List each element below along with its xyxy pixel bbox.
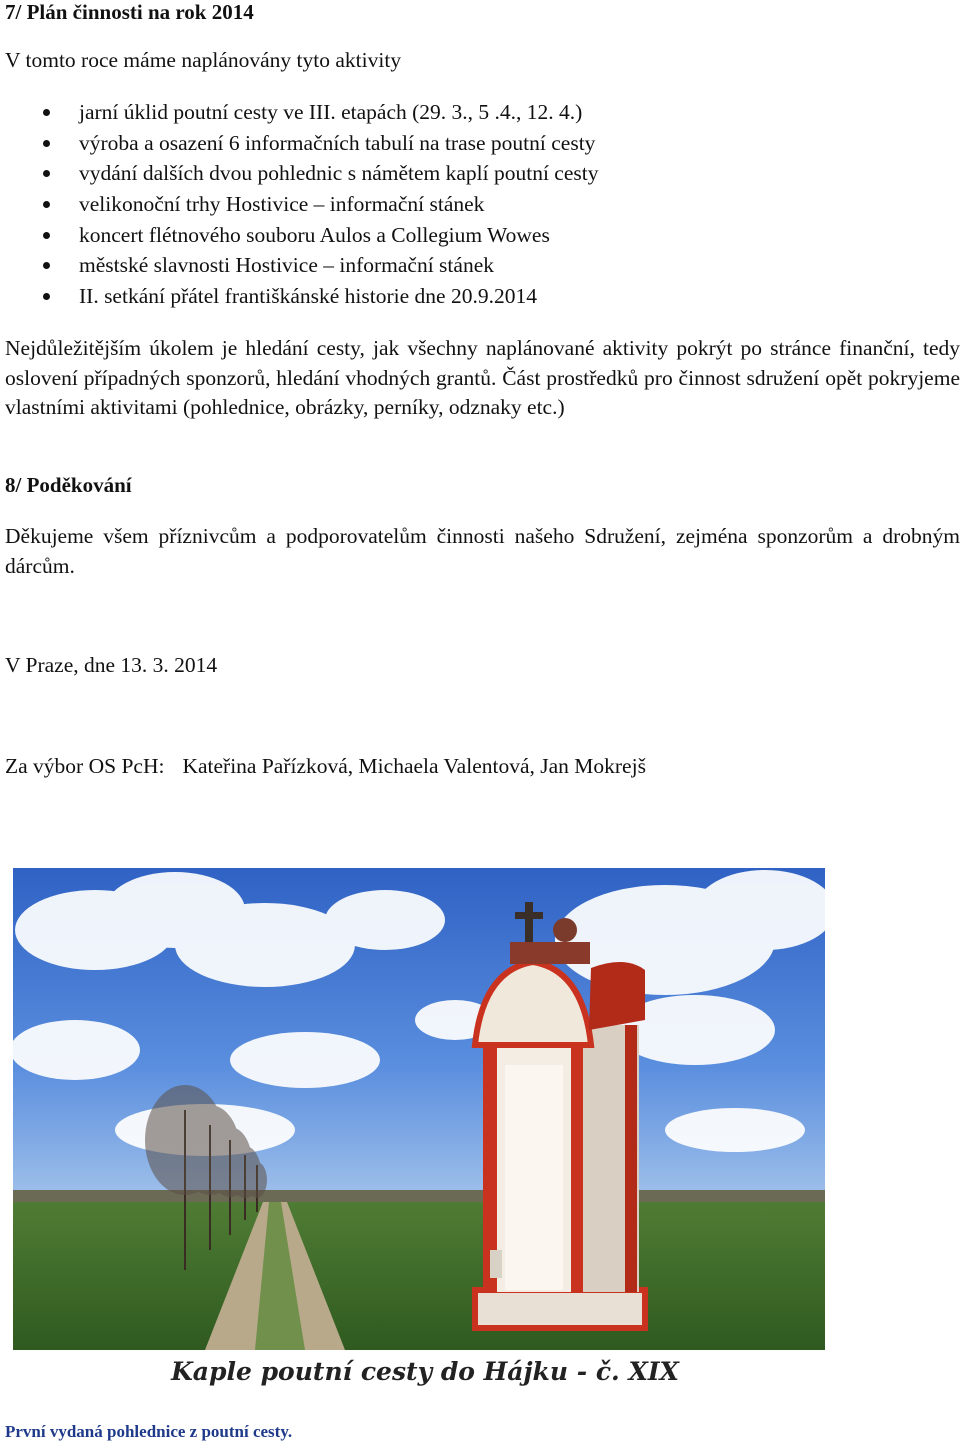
signature-label: Za výbor OS PcH: <box>5 754 165 778</box>
bullet-icon <box>43 140 50 147</box>
postcard-inscription: Kaple poutní cesty do Hájku - č. XIX <box>171 1357 679 1386</box>
signature-names: Kateřina Pařízková, Michaela Valentová, Jan Mokrejš <box>182 754 646 778</box>
bullet-icon <box>43 293 50 300</box>
list-item: vydání dalších dvou pohlednic s námětem kaplí poutní cesty <box>0 158 760 189</box>
bullet-icon <box>43 170 50 177</box>
postcard-photo <box>5 850 845 1400</box>
list-item: koncert flétnového souboru Aulos a Collegium Wowes <box>0 220 760 251</box>
list-item: II. setkání přátel františkánské historie dne 20.9.2014 <box>0 281 760 312</box>
section-7-paragraph: Nejdůležitějším úkolem je hledání cesty, jak všechny naplánované aktivity pokrýt po stránce finanční, tedy oslovení případných sponzorů, hledání vhodných grantů. Část prostředků pro činnost sdružení opět pokryjeme vlastními aktivitami (pohlednice, obrázky, perníky, odznaky etc.) <box>5 336 960 419</box>
place-date: V Praze, dne 13. 3. 2014 <box>5 653 218 677</box>
chapel-landscape-image <box>5 850 845 1400</box>
bullet-icon <box>43 109 50 116</box>
signature-line <box>5 752 646 782</box>
bullet-icon <box>43 201 50 208</box>
activities-list <box>0 97 760 312</box>
bullet-icon <box>43 262 50 269</box>
section-8-heading: 8/ Poděkování <box>5 473 132 497</box>
list-item: velikonoční trhy Hostivice – informační stánek <box>0 189 760 220</box>
section-7-intro: V tomto roce máme naplánovány tyto aktivity <box>5 48 402 72</box>
section-8-paragraph: Děkujeme všem příznivcům a podporovatelům činnosti našeho Sdružení, zejména sponzorům a drobným dárcům. <box>5 524 960 578</box>
list-item: výroba a osazení 6 informačních tabulí na trase poutní cesty <box>0 128 760 159</box>
section-7-heading: 7/ Plán činnosti na rok 2014 <box>5 0 254 24</box>
bullet-icon <box>43 232 50 239</box>
photo-caption: První vydaná pohlednice z poutní cesty. <box>5 1422 293 1441</box>
list-item: městské slavnosti Hostivice – informační stánek <box>0 250 760 281</box>
list-item: jarní úklid poutní cesty ve III. etapách (29. 3., 5 .4., 12. 4.) <box>0 97 760 128</box>
